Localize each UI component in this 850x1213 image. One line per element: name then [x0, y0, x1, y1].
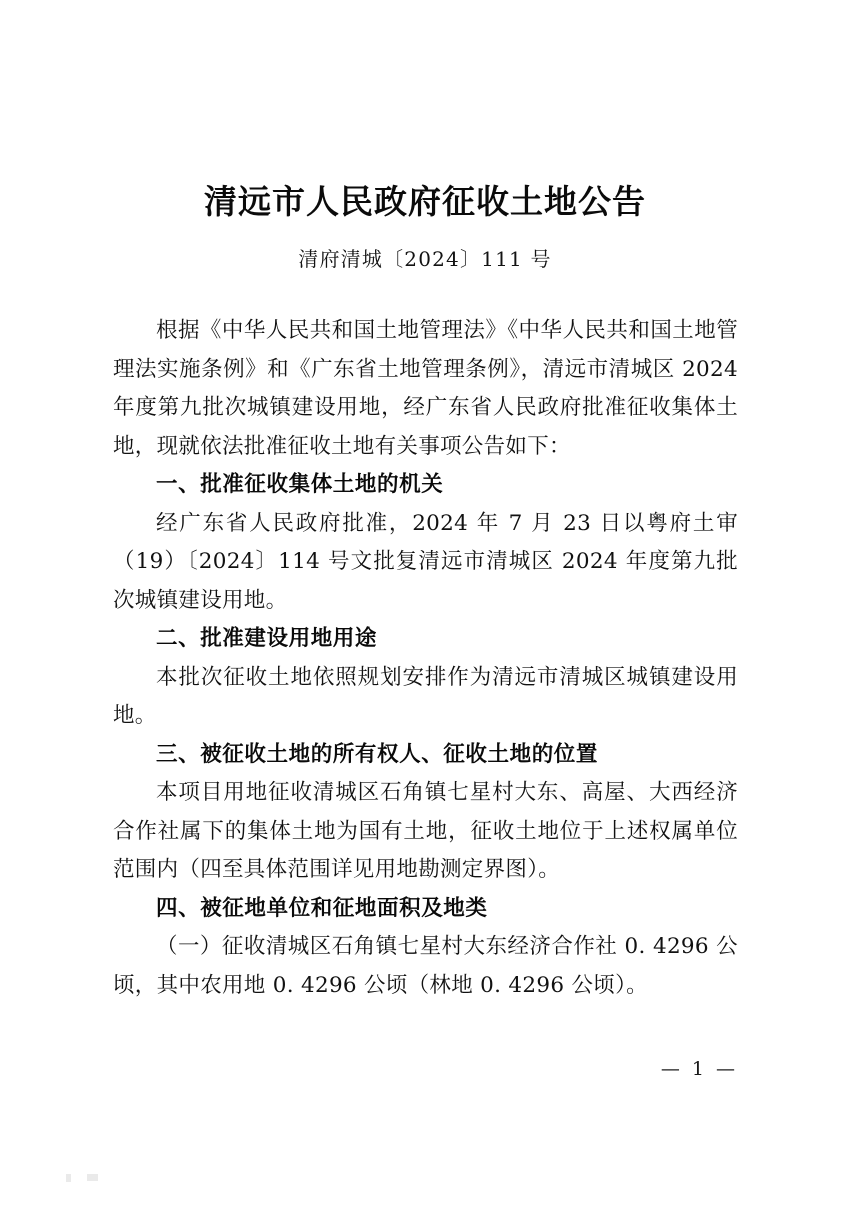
section-heading-3: 三、被征收土地的所有权人、征收土地的位置 [156, 741, 599, 767]
scan-artifact [66, 1174, 71, 1182]
section-heading-2: 二、批准建设用地用途 [156, 626, 378, 651]
section-body-3: 本项目用地征收清城区石角镇七星村大东、高屋、大西经济合作社属下的集体土地为国有土地，征收土地位于上述权属单位范围内（四至具体范围详见用地勘测定界图）。 [113, 780, 738, 882]
section-body-4-item-1: （一）征收清城区石角镇七星村大东经济合作社 0. 4296 公顷，其中农用地 0. 4296 公顷（林地 0. 4296 公顷）。 [113, 934, 738, 998]
document-body [113, 312, 738, 1005]
section-body-1: 经广东省人民政府批准，2024 年 7 月 23 日以粤府土审（19）〔2024〕114 号文批复清远市清城区 2024 年度第九批次城镇建设用地。 [113, 510, 738, 613]
section-heading-1: 一、批准征收集体土地的机关 [156, 472, 444, 497]
page-title: 清远市人民政府征收土地公告 [204, 182, 646, 222]
section-body-2: 本批次征收土地依照规划安排作为清远市清城区城镇建设用地。 [113, 664, 738, 728]
scan-artifact [87, 1174, 98, 1181]
document-serial-number: 清府清城〔2024〕111 号 [298, 247, 552, 271]
page-number: — 1 — [660, 1058, 738, 1080]
preamble-paragraph: 根据《中华人民共和国土地管理法》《中华人民共和国土地管理法实施条例》和《广东省土地管理条例》，清远市清城区 2024 年度第九批次城镇建设用地，经广东省人民政府批准征收集体土地，现就依法批准征收土地有关事项公告如下： [113, 318, 738, 459]
section-heading-4: 四、被征地单位和征地面积及地类 [156, 895, 488, 921]
